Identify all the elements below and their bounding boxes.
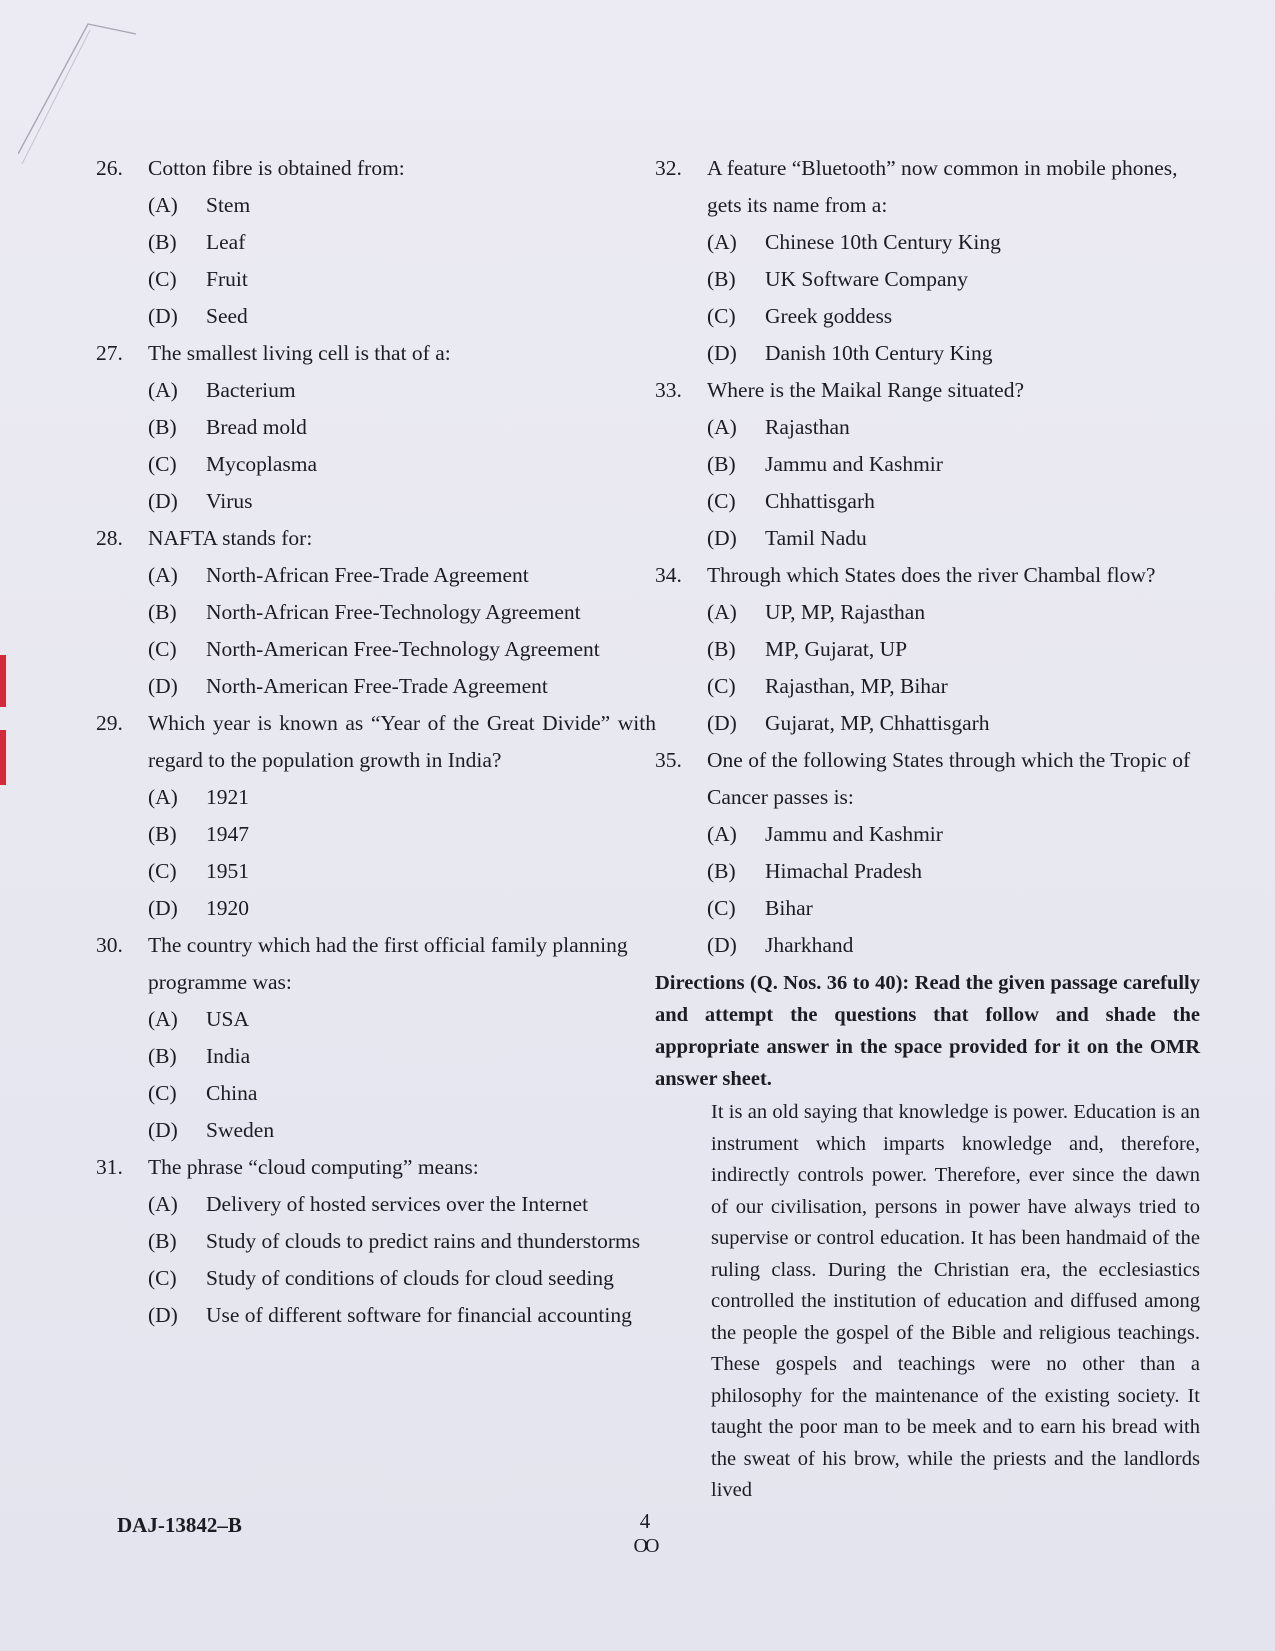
question-text: One of the following States through which the Tropic of Cancer passes is:	[707, 748, 1191, 809]
question-block	[96, 520, 656, 705]
option-text: Study of conditions of clouds for cloud seeding	[206, 1266, 614, 1290]
option-label: (A)	[707, 230, 737, 254]
option-text: Bread mold	[206, 415, 307, 439]
option-label: (D)	[148, 1303, 178, 1327]
option-text: Bihar	[765, 896, 813, 920]
option-text: 1920	[206, 896, 249, 920]
option-item[interactable]	[148, 1075, 656, 1112]
option-text: Use of different software for financial accounting	[206, 1303, 632, 1327]
option-label: (D)	[148, 489, 178, 513]
option-item[interactable]	[148, 594, 656, 631]
paper-code: DAJ-13842–B	[117, 1513, 242, 1537]
option-label: (D)	[707, 711, 737, 735]
option-text: USA	[206, 1007, 250, 1031]
question-block	[655, 372, 1200, 557]
option-label: (C)	[707, 674, 736, 698]
option-item[interactable]	[148, 853, 656, 890]
option-text: Chhattisgarh	[765, 489, 875, 513]
option-label: (B)	[148, 1229, 177, 1253]
page-number: 4	[639, 1509, 651, 1533]
option-text: UK Software Company	[765, 267, 969, 291]
question-block	[655, 742, 1200, 964]
option-list	[148, 187, 656, 335]
option-text: China	[206, 1081, 258, 1105]
option-item[interactable]	[707, 261, 1200, 298]
question-number: 34.	[655, 563, 682, 587]
option-item[interactable]	[148, 779, 656, 816]
question-text: The phrase “cloud computing” means:	[148, 1155, 479, 1179]
question-text: Cotton fibre is obtained from:	[148, 156, 405, 180]
option-item[interactable]	[148, 1297, 656, 1334]
question-block	[96, 927, 656, 1149]
option-label: (C)	[148, 1266, 177, 1290]
option-label: (C)	[707, 489, 736, 513]
option-item[interactable]	[707, 298, 1200, 335]
option-label: (C)	[148, 637, 177, 661]
option-item[interactable]	[148, 483, 656, 520]
question-block	[96, 1149, 656, 1334]
option-item[interactable]	[707, 594, 1200, 631]
option-label: (A)	[148, 1192, 178, 1216]
question-block	[655, 150, 1200, 372]
option-text: Rajasthan	[765, 415, 850, 439]
question-number: 32.	[655, 156, 682, 180]
option-item[interactable]	[148, 1038, 656, 1075]
option-text: Gujarat, MP, Chhattisgarh	[765, 711, 990, 735]
option-list	[707, 224, 1200, 372]
option-item[interactable]	[148, 1001, 656, 1038]
option-label: (A)	[148, 1007, 178, 1031]
margin-mark	[0, 730, 6, 785]
question-number: 35.	[655, 748, 682, 772]
option-text: MP, Gujarat, UP	[765, 637, 908, 661]
option-text: 1921	[206, 785, 249, 809]
option-item[interactable]	[707, 816, 1200, 853]
option-list	[148, 1186, 656, 1334]
option-label: (B)	[707, 637, 736, 661]
option-item[interactable]	[148, 668, 656, 705]
option-label: (A)	[148, 378, 178, 402]
option-item[interactable]	[148, 372, 656, 409]
option-label: (D)	[707, 341, 737, 365]
question-text: Which year is known as “Year of the Great Divide” with regard to the population growth in India?	[148, 711, 656, 772]
page-fold-mark	[18, 14, 138, 164]
question-text: NAFTA stands for:	[148, 526, 313, 550]
option-label: (B)	[148, 230, 177, 254]
question-block	[96, 335, 656, 520]
option-label: (C)	[148, 452, 177, 476]
option-item[interactable]	[148, 1260, 656, 1297]
question-block	[655, 557, 1200, 742]
question-text: A feature “Bluetooth” now common in mobile phones, gets its name from a:	[707, 156, 1178, 217]
option-list	[148, 779, 656, 927]
option-label: (D)	[707, 526, 737, 550]
question-number: 30.	[96, 933, 123, 957]
question-number: 29.	[96, 711, 123, 735]
option-text: Himachal Pradesh	[765, 859, 923, 883]
option-item[interactable]	[707, 224, 1200, 261]
option-text: North-American Free-Technology Agreement	[206, 637, 600, 661]
option-text: 1951	[206, 859, 249, 883]
option-label: (A)	[707, 600, 737, 624]
option-list	[707, 409, 1200, 557]
page-mark: OO	[633, 1535, 657, 1557]
option-item[interactable]	[148, 631, 656, 668]
option-list	[707, 594, 1200, 742]
question-text: Through which States does the river Chambal flow?	[707, 563, 1156, 587]
option-text: Greek goddess	[765, 304, 893, 328]
option-label: (D)	[148, 674, 178, 698]
option-text: Stem	[206, 193, 251, 217]
option-item[interactable]	[707, 668, 1200, 705]
option-text: Jammu and Kashmir	[765, 452, 943, 476]
option-text: Chinese 10th Century King	[765, 230, 1001, 254]
right-column	[655, 150, 1200, 1507]
option-text: Study of clouds to predict rains and thunderstorms	[206, 1229, 641, 1253]
option-text: North-African Free-Trade Agreement	[206, 563, 529, 587]
option-label: (B)	[707, 452, 736, 476]
option-text: Mycoplasma	[206, 452, 318, 476]
option-item[interactable]	[148, 446, 656, 483]
option-text: North-African Free-Technology Agreement	[206, 600, 581, 624]
option-text: UP, MP, Rajasthan	[765, 600, 926, 624]
option-text: India	[206, 1044, 251, 1068]
option-text: Sweden	[206, 1118, 275, 1142]
option-label: (C)	[707, 304, 736, 328]
question-number: 27.	[96, 341, 123, 365]
option-label: (A)	[148, 193, 178, 217]
question-number: 28.	[96, 526, 123, 550]
option-label: (C)	[148, 859, 177, 883]
option-item[interactable]	[148, 816, 656, 853]
question-block	[96, 150, 656, 335]
option-item[interactable]	[148, 187, 656, 224]
option-item[interactable]	[707, 853, 1200, 890]
option-label: (A)	[148, 785, 178, 809]
option-list	[148, 1001, 656, 1149]
option-item[interactable]	[148, 1112, 656, 1149]
option-item[interactable]	[148, 409, 656, 446]
option-text: Danish 10th Century King	[765, 341, 993, 365]
option-text: Seed	[206, 304, 248, 328]
option-label: (B)	[148, 1044, 177, 1068]
option-item[interactable]	[148, 890, 656, 927]
option-item[interactable]	[148, 261, 656, 298]
option-text: North-American Free-Trade Agreement	[206, 674, 548, 698]
option-text: Jharkhand	[765, 933, 854, 957]
option-item[interactable]	[148, 557, 656, 594]
option-label: (D)	[148, 1118, 178, 1142]
option-label: (B)	[707, 267, 736, 291]
option-label: (D)	[148, 896, 178, 920]
option-label: (B)	[148, 822, 177, 846]
option-text: Tamil Nadu	[765, 526, 867, 550]
option-item[interactable]	[707, 446, 1200, 483]
option-text: Rajasthan, MP, Bihar	[765, 674, 948, 698]
option-text: Bacterium	[206, 378, 296, 402]
option-text: Virus	[206, 489, 253, 513]
option-text: 1947	[206, 822, 249, 846]
option-label: (C)	[707, 896, 736, 920]
reading-passage: It is an old saying that knowledge is power. Education is an instrument which imparts knowledge and, therefore, indirectly controls power. Therefore, ever since the dawn of our civilisation, persons in power have always tried to supervise or control education. It has been handmaid of the ruling class. During the Christian era, the ecclesiastics controlled the institution of education and diffused among the people the gospel of the Bible and religious teachings. These gospels and teachings were no other than a philosophy for the maintenance of the existing society. It taught the poor man to be meek and to earn his bread with the sweat of his brow, while the priests and the landlords lived	[711, 1101, 1200, 1501]
option-item[interactable]	[148, 298, 656, 335]
option-item[interactable]	[707, 409, 1200, 446]
option-label: (D)	[148, 304, 178, 328]
option-item[interactable]	[148, 224, 656, 261]
option-item[interactable]	[707, 705, 1200, 742]
option-text: Fruit	[206, 267, 248, 291]
option-list	[707, 816, 1200, 964]
left-column	[96, 150, 656, 1334]
option-label: (D)	[707, 933, 737, 957]
option-list	[148, 372, 656, 520]
option-list	[148, 557, 656, 705]
option-text: Leaf	[206, 230, 246, 254]
question-number: 31.	[96, 1155, 123, 1179]
option-label: (A)	[148, 563, 178, 587]
question-block	[96, 705, 656, 927]
option-item[interactable]	[707, 631, 1200, 668]
option-label: (B)	[148, 600, 177, 624]
question-text: Where is the Maikal Range situated?	[707, 378, 1025, 402]
option-item[interactable]	[707, 520, 1200, 557]
option-item[interactable]	[148, 1223, 656, 1260]
option-label: (C)	[148, 1081, 177, 1105]
option-item[interactable]	[707, 335, 1200, 372]
question-text: The country which had the first official family planning programme was:	[148, 933, 628, 994]
option-text: Jammu and Kashmir	[765, 822, 943, 846]
option-label: (C)	[148, 267, 177, 291]
margin-mark	[0, 655, 6, 707]
option-item[interactable]	[707, 927, 1200, 964]
option-item[interactable]	[707, 890, 1200, 927]
question-number: 33.	[655, 378, 682, 402]
option-label: (B)	[148, 415, 177, 439]
option-label: (A)	[707, 822, 737, 846]
question-text: The smallest living cell is that of a:	[148, 341, 451, 365]
question-number: 26.	[96, 156, 123, 180]
option-label: (B)	[707, 859, 736, 883]
option-label: (A)	[707, 415, 737, 439]
option-item[interactable]	[707, 483, 1200, 520]
option-text: Delivery of hosted services over the Internet	[206, 1192, 589, 1216]
option-item[interactable]	[148, 1186, 656, 1223]
directions-text: Directions (Q. Nos. 36 to 40): Read the given passage carefully and attempt the questions that follow and shade the appropriate answer in the space provided for it on the OMR answer sheet.	[655, 972, 1200, 1090]
